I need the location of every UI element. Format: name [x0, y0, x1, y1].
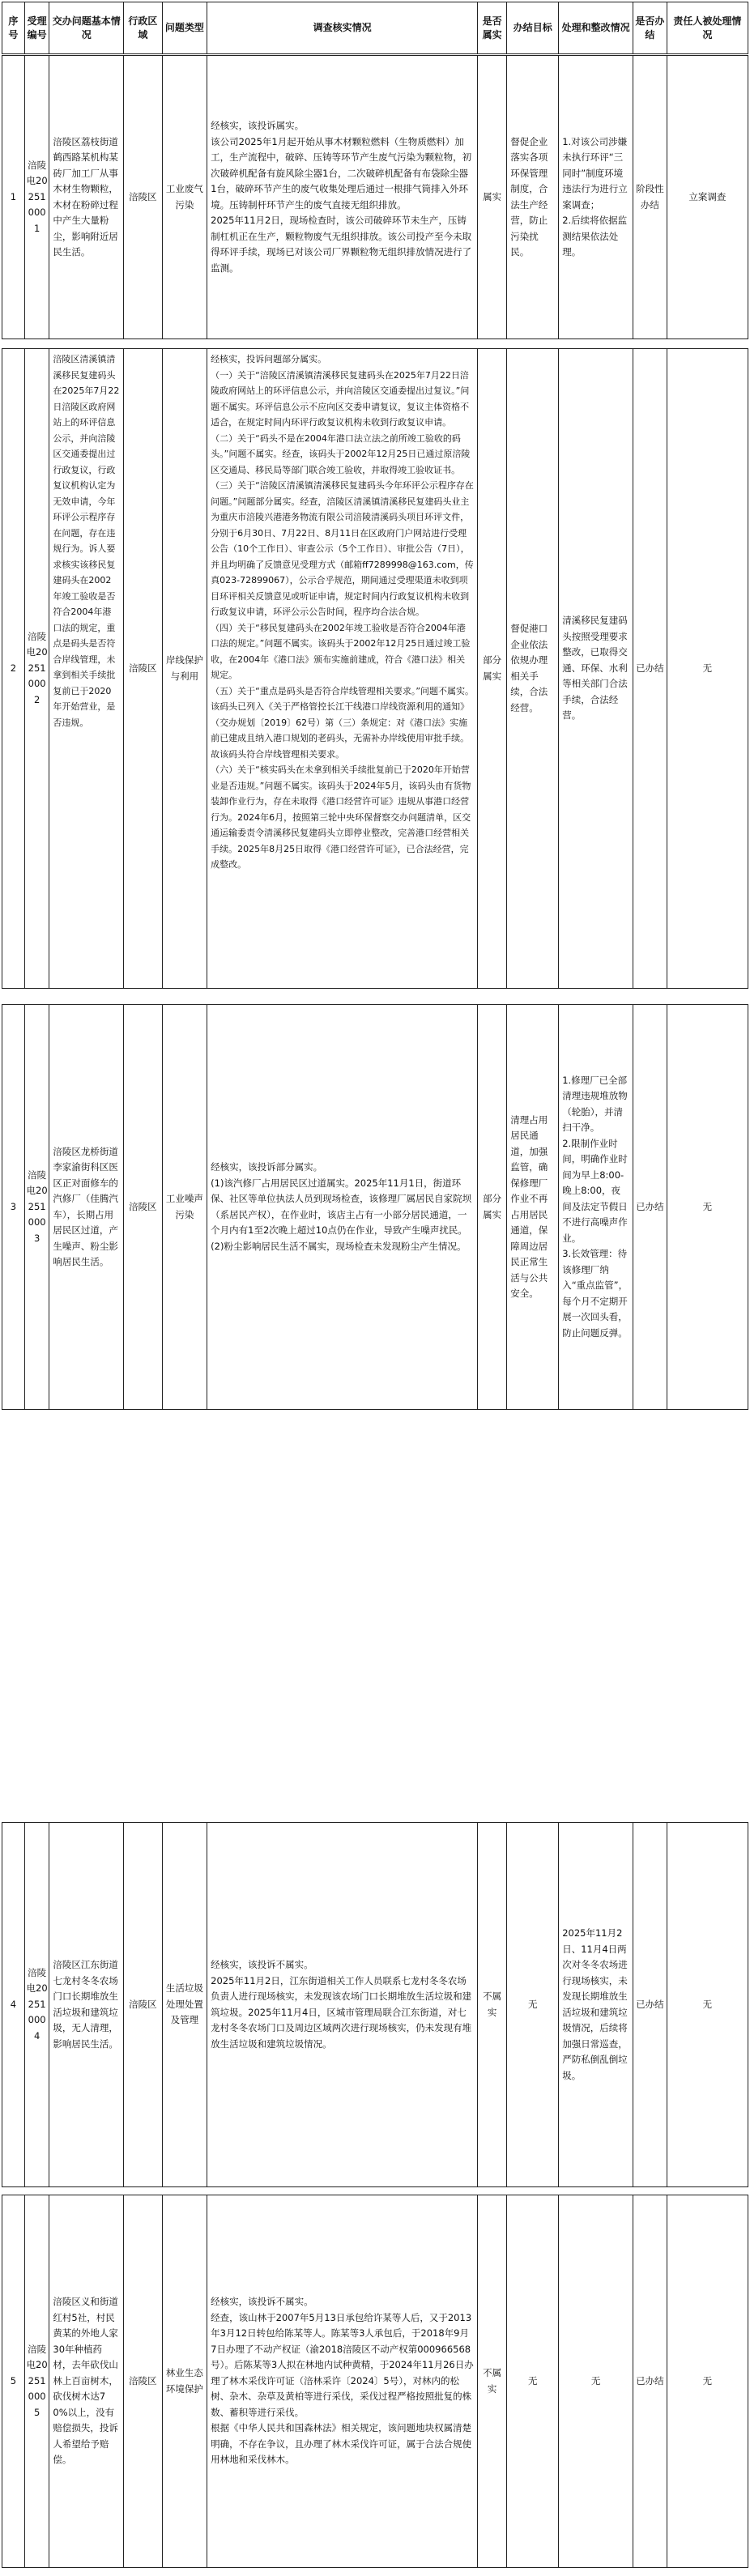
header-investigation: 调查核实情况: [207, 2, 478, 54]
row-penalty: 无: [667, 1005, 748, 1410]
header-penalty: 责任人被处理情况: [667, 2, 748, 54]
row-1-block: [2, 55, 748, 339]
row-handling: 无: [559, 2195, 633, 2568]
row-type: 岸线保护与利用: [162, 349, 207, 989]
row-target: 督促港口企业依法依规办理相关手续，合法经营。: [507, 349, 559, 989]
header-row: [2, 2, 748, 54]
header-handling: 处理和整改情况: [559, 2, 633, 54]
row-handling: 1.修理厂已全部清理违规堆放物（轮胎），并清扫干净。 2.限制作业时间，明确作业时间为早上8:00-晚上8:00，夜间及法定节假日不进行高噪声作业。 3.长效管理：待该修理厂纳入“重点监管”，每个月不定期开展一次回头看，防止问题反弹。: [559, 1005, 633, 1410]
table-row: [2, 1004, 748, 1410]
row-code: 涪陵电20251000 2: [24, 349, 49, 989]
row-target: 督促企业落实各项环保管理制度，合法生产经营，防止污染扰民。: [507, 56, 559, 339]
row-code: 涪陵电20251000 3: [24, 1005, 49, 1410]
row-type: 生活垃圾处理处置及管理: [162, 1823, 207, 2187]
row-district: 涪陵区: [124, 2195, 162, 2568]
row-district: 涪陵区: [124, 1005, 162, 1410]
row-verdict: 不属实: [478, 1823, 507, 2187]
row-code: 涪陵电20251000 5: [24, 2195, 49, 2568]
row-penalty: 无: [667, 2195, 748, 2568]
row-seq: 1: [2, 56, 25, 339]
row-investigation: 经核实，该投诉部分属实。 (1)该汽修厂占用居民区过道属实。2025年11月1日，街道环保、社区等单位执法人员到现场检查，该修理厂属居民自家院坝（系居民产权），在作业时，该店主占有一小部分居民通道，一个月内有1至2次晚上超过10点仍在作业，导致产生噪声扰民。 (2)粉尘影响居民生活不属实，现场检查未发现粉尘产生情况。: [207, 1005, 478, 1410]
header-done: 是否办结: [633, 2, 667, 54]
row-verdict: 属实: [478, 56, 507, 339]
row-district: 涪陵区: [124, 349, 162, 989]
row-code: 涪陵电20251000 4: [24, 1823, 49, 2187]
row-seq: 2: [2, 349, 25, 989]
row-seq: 4: [2, 1823, 25, 2187]
row-penalty: 无: [667, 1823, 748, 2187]
row-target: 无: [507, 2195, 559, 2568]
row-5-block: [2, 2195, 748, 2568]
row-investigation: 经核实，该投诉不属实。 2025年11月2日，江东街道相关工作人员联系七龙村冬冬农场负责人进行现场核实，未发现该农场门口长期堆放生活垃圾和建筑垃圾。2025年11月4日，区城市管理局联合江东街道，对七龙村冬冬农场门口及周边区域两次进行现场核实，仍未发现有堆放生活垃圾和建筑垃圾情况。: [207, 1823, 478, 2187]
row-summary: 涪陵区荔枝街道鹤西路某机构某砖厂加工厂从事木材生物颗粒，木材在粉碎过程中产生大量粉尘，影响附近居民生活。: [49, 56, 124, 339]
row-done: 已办结: [633, 1823, 667, 2187]
row-investigation: 经核实，投诉问题部分属实。 （一）关于“涪陵区清溪镇清溪移民复建码头在2025年7月22日涪陵政府网站上的环评信息公示，并向涪陵区交通委提出过复议。”问题不属实。环评信息公示不应向区交委申请复议，复议主体资格不适合，在规定时间内环评行政复议机构未收到行政复议申请。 （二）关于“码头不是在2004年港口法立法之前所竣工验收的码头。”问题不属实。经查，该码头于2002年12月25日已通过原涪陵区交通局、移民局等部门联合竣工验收，并取得竣工验收证书。 （三）关于“涪陵区清溪镇清溪移民复建码头今年环评公示程序存在问题。”问题部分属实。经查，涪陵区清溪镇清溪移民复建码头业主为重庆市涪陵兴港港务物流有限公司涪陵清溪码头项目环评文件，分别于6月30日、7月22日、8月11日在区政府门户网站进行受理公告（10个工作日）、审查公示（5个工作日）、审批公告（7日），并且均明确了反馈意见受理方式（邮箱ff7289998@163.com，传真023-72899067），公示合乎规范，期间通过受理渠道未收到项目环评相关反馈意见或听证申请，规定时间内行政复议机构未收到行政复议申请，环评公示公告时间，程序均合法合规。 （四）关于“移民复建码头在2002年竣工验收是否符合2004年港口法的规定。”问题不属实。该码头于2002年12月25日通过竣工验收，在2004年《港口法》颁布实施前建成，符合《港口法》相关规定。 （五）关于“重点是码头是否符合岸线管理相关要求。”问题不属实。该码头已列入《关于严格管控长江干线港口岸线资源利用的通知》（交办规划〔2019〕62号）第（三）条规定：对《港口法》实施前已建成且纳入港口规划的老码头，无需补办岸线使用审批手续。故该码头符合岸线管理相关要求。 （六）关于“核实码头在未拿到相关手续批复前已于2020年开始营业是否违规。”问题不属实。该码头于2024年5月，该码头由有货物装卸作业行为，存在未取得《港口经营许可证》违规从事港口经营行为。2024年6月，按照第三轮中央环保督察交办问题清单，区交通运输委责令清溪移民复建码头立即停业整改，完善港口经营相关手续。2025年8月25日取得《港口经营许可证》，已合法经营，完成整改。: [207, 349, 478, 989]
row-done: 已办结: [633, 349, 667, 989]
complaint-table: [2, 2, 748, 54]
table-row: [2, 55, 748, 339]
row-summary: 涪陵区义和街道红村5社，村民黄某的外地人家30年种植药材，去年砍伐山林上百亩树木，砍伐树木达70%以上，没有赔偿损失，投诉人希望给予赔偿。: [49, 2195, 124, 2568]
row-4-block: [2, 1822, 748, 2187]
row-summary: 涪陵区清溪镇清溪移民复建码头在2025年7月22日涪陵区政府网站上的环评信息公示，并向涪陵区交通委提出过行政复议，行政复议机构认定为无效申请，今年环评公示程序存在问题，存在违规行为。诉人要求核实该移民复建码头在2002年竣工验收是否符合2004年港口法的规定，重点是码头是否符合岸线管理，未拿到相关手续批复前已于2020年开始营业，是否违规。: [49, 349, 124, 989]
row-district: 涪陵区: [124, 1823, 162, 2187]
row-handling: 清溪移民复建码头按照受理要求整改，已取得交通、环保、水利等相关部门合法手续，合法经营。: [559, 349, 633, 989]
header-district: 行政区域: [124, 2, 162, 54]
header-verdict: 是否属实: [478, 2, 507, 54]
row-penalty: 无: [667, 349, 748, 989]
table-row: [2, 1822, 748, 2187]
row-type: 工业废气污染: [162, 56, 207, 339]
row-target: 清理占用居民通道，加强监管，确保修理厂作业不再占用居民通道，保障周边居民正常生活与公共安全。: [507, 1005, 559, 1410]
row-district: 涪陵区: [124, 56, 162, 339]
row-verdict: 不属实: [478, 2195, 507, 2568]
row-3-block: [2, 1004, 748, 1410]
row-2-block: [2, 348, 748, 989]
row-code: 涪陵电20251000 1: [24, 56, 49, 339]
row-type: 林业生态环境保护: [162, 2195, 207, 2568]
row-summary: 涪陵区龙桥街道李家渝街科区医区正对面修车的汽修厂（佳腾汽车），长期占用居民区过道，产生噪声、粉尘影响居民生活。: [49, 1005, 124, 1410]
row-handling: 1.对该公司涉嫌未执行环评“三同时”制度环境违法行为进行立案调查； 2.后续将依据监测结果依法处理。: [559, 56, 633, 339]
header-type: 问题类型: [162, 2, 207, 54]
header-target: 办结目标: [507, 2, 559, 54]
table-row: [2, 348, 748, 989]
row-verdict: 部分属实: [478, 1005, 507, 1410]
row-seq: 5: [2, 2195, 25, 2568]
header-summary: 交办问题基本情况: [49, 2, 124, 54]
row-handling: 2025年11月2日、11月4日两次对冬冬农场进行现场核实，未发现长期堆放生活垃圾和建筑垃圾情况，后续将加强日常巡查，严防私倒乱倒垃圾。: [559, 1823, 633, 2187]
row-investigation: 经核实，该投诉属实。 该公司2025年1月起开始从事木材颗粒燃料（生物质燃料）加工，生产流程中，破碎、压铸等环节产生废气污染为颗粒物，初次破碎机配备有旋风除尘器1台，二次破碎机配备有布袋除尘器1台，破碎环节产生的废气收集处理后通过一根排气筒排入外环境。压铸制杆环节产生的废气直接无组织排放。 2025年11月2日，现场检查时，该公司破碎环节未生产，压铸制杠机正在生产，颗粒物废气无组织排放。该公司投产至今未取得环评手续，现场已对该公司厂界颗粒物无组织排放情况进行了监测。: [207, 56, 478, 339]
row-investigation: 经核实，该投诉不属实。 经查，该山林于2007年5月13日承包给许某等人后，又于2013年3月12日转包给陈某等人。陈某等3人承包后，于2018年9月7日办理了不动产权证（渝2018涪陵区不动产权第000966568号）。后陈某等3人拟在林地内试种黄精，于2024年11月26日办理了林木采伐许可证（涪林采许〔2024〕5号），对林内的松树、杂木、杂草及黄柏等进行采伐，采伐过程严格按照批复的株数、蓄积等进行采伐。 根据《中华人民共和国森林法》相关规定，该问题地块权属清楚明确，不存在争议，且办理了林木采伐许可证，属于合法合规使用林地和采伐林木。: [207, 2195, 478, 2568]
row-penalty: 立案调查: [667, 56, 748, 339]
row-done: 已办结: [633, 1005, 667, 1410]
row-type: 工业噪声污染: [162, 1005, 207, 1410]
row-verdict: 部分属实: [478, 349, 507, 989]
row-summary: 涪陵区江东街道七龙村冬冬农场门口长期堆放生活垃圾和建筑垃圾，无人清理，影响居民生活。: [49, 1823, 124, 2187]
table-row: [2, 2195, 748, 2568]
row-done: 阶段性办结: [633, 56, 667, 339]
row-target: 无: [507, 1823, 559, 2187]
header-seq: 序号: [2, 2, 25, 54]
row-done: 已办结: [633, 2195, 667, 2568]
header-code: 受理编号: [24, 2, 49, 54]
row-seq: 3: [2, 1005, 25, 1410]
